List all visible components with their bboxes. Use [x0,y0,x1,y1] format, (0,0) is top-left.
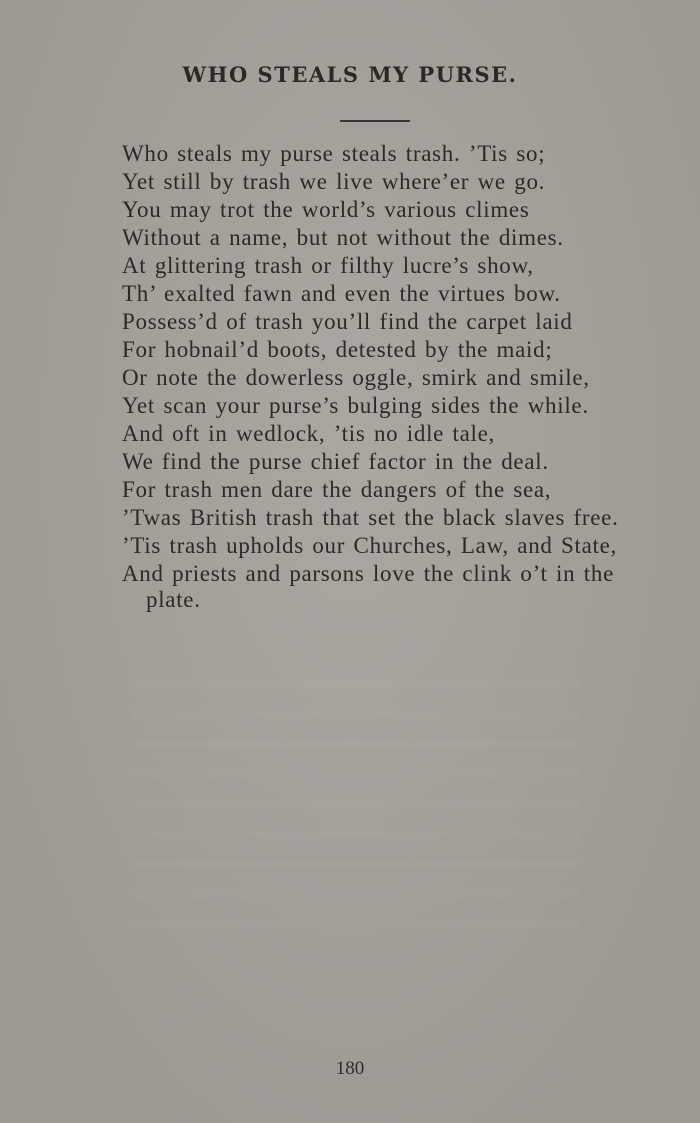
poem-line: We find the purse chief factor in the deal. [122,449,549,474]
title-divider [340,120,410,122]
poem-line: For trash men dare the dangers of the sea, [122,477,552,502]
poem-line: Yet still by trash we live where’er we go. [122,169,546,194]
poem-line: Yet scan your purse’s bulging sides the while. [122,393,589,418]
poem-line: Or note the dowerless oggle, smirk and smile, [122,365,590,390]
poem-line: Th’ exalted fawn and even the virtues bow. [122,281,561,306]
poem-line-continuation: plate. [146,587,201,612]
poem-line: And oft in wedlock, ’tis no idle tale, [122,421,495,446]
poem-line: Who steals my purse steals trash. ’Tis so; [122,141,546,166]
poem-title: WHO STEALS MY PURSE. [182,62,518,87]
poem-line: For hobnail’d boots, detested by the maid; [122,337,553,362]
poem-line: ’Tis trash upholds our Churches, Law, and State, [122,533,617,558]
poem-line: ’Twas British trash that set the black slaves free. [122,505,619,530]
poem-line: You may trot the world’s various climes [122,197,530,222]
poem-line: And priests and parsons love the clink o’t in the [122,561,614,586]
poem-line: Without a name, but not without the dimes. [122,225,564,250]
poem-line: At glittering trash or filthy lucre’s show, [122,253,534,278]
poem-line: Possess’d of trash you’ll find the carpet laid [122,309,573,334]
show-through-texture [130,680,580,940]
page-number: 180 [335,1058,365,1079]
